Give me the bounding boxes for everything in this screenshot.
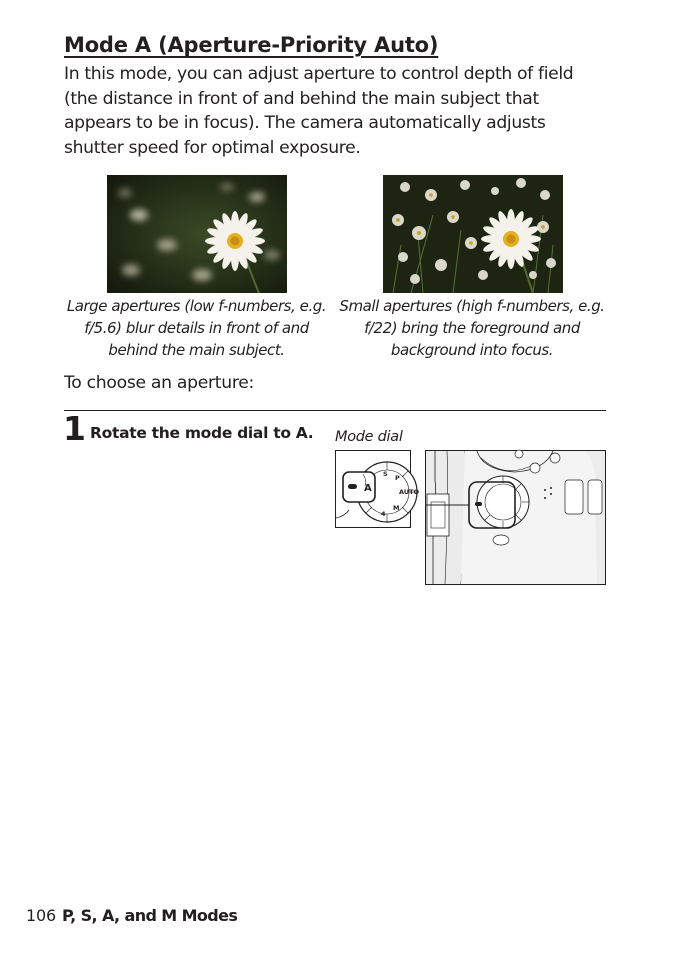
step-instruction: Rotate the mode dial to A. xyxy=(90,424,314,442)
example-photo-small-aperture xyxy=(383,175,563,293)
section-divider xyxy=(64,410,606,411)
camera-top-view-illustration xyxy=(425,450,606,585)
svg-text:S: S xyxy=(383,470,388,478)
intro-paragraph: In this mode, you can adjust aperture to control depth of field (the distance in front of and behind the main subject that appears to be in focus). The camera automatically adjusts shutter speed for optimal exposure. xyxy=(64,64,574,158)
caption-small-aperture: Small apertures (high f-numbers, e.g. f/22) bring the foreground and background into focus. xyxy=(339,297,605,359)
mode-dial-label: Mode dial xyxy=(335,429,403,445)
section-name: P, S, A, and M Modes xyxy=(61,906,238,925)
page-title: Mode A (Aperture-Priority Auto) xyxy=(64,33,439,57)
choose-aperture-text: To choose an aperture: xyxy=(64,373,254,393)
svg-text:AUTO: AUTO xyxy=(399,488,420,496)
example-photo-large-aperture xyxy=(107,175,287,293)
svg-text:P: P xyxy=(395,474,400,482)
step-number: 1 xyxy=(63,409,86,448)
page-number: 106 xyxy=(26,906,56,925)
svg-text:M: M xyxy=(393,504,400,512)
svg-text:4: 4 xyxy=(381,510,386,518)
dial-selected-mode: A xyxy=(364,483,372,494)
page-footer xyxy=(26,906,237,925)
caption-large-aperture: Large apertures (low f-numbers, e.g. f/5.6) blur details in front of and behind the main subject. xyxy=(66,297,327,359)
mode-dial-closeup-illustration xyxy=(335,450,420,528)
